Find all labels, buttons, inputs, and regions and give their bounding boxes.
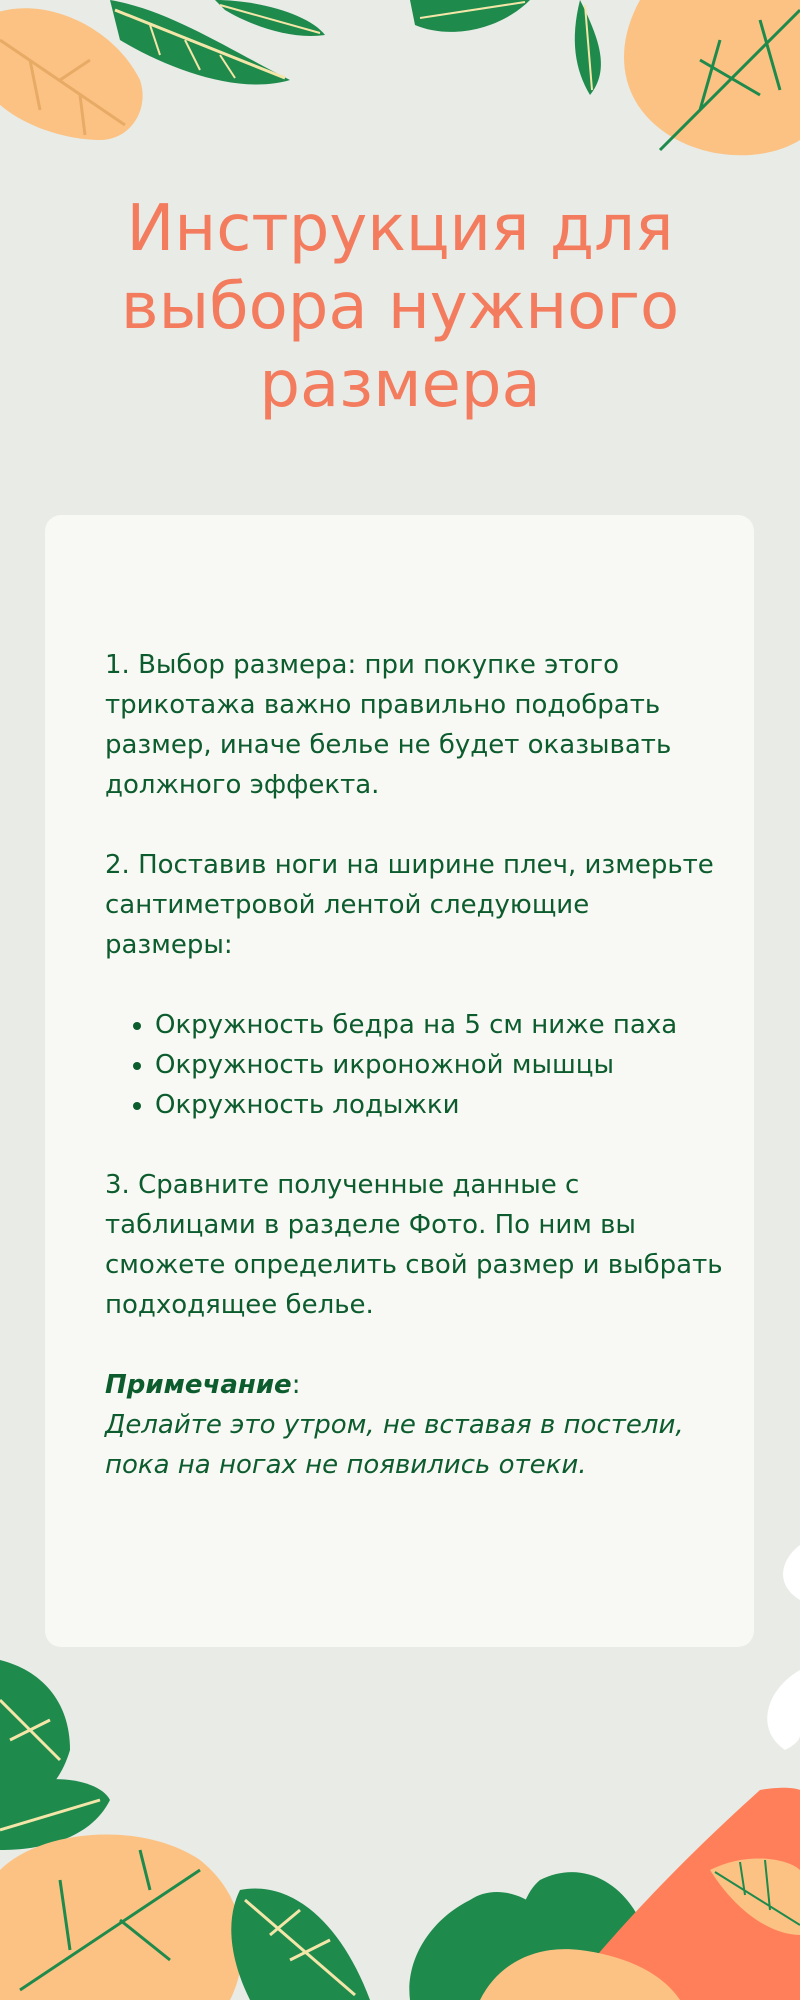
palm-leaf-icon xyxy=(710,1858,800,1935)
monstera-leaf-icon xyxy=(0,8,143,140)
palm-leaf-icon xyxy=(410,0,530,32)
list-item: • Окружность икроножной мышцы xyxy=(155,1045,725,1085)
palm-leaf-icon xyxy=(575,0,601,95)
leaf-silhouette-icon xyxy=(767,1545,800,1750)
note-heading xyxy=(105,1365,725,1405)
title-line-3: размера xyxy=(259,348,541,422)
list-item: • Окружность бедра на 5 см ниже паха xyxy=(155,1005,725,1045)
palm-leaf-icon xyxy=(231,1888,370,2000)
step-2-text: 2. Поставив ноги на ширине плеч, измерьте сантиметровой лентой следующие размеры: xyxy=(105,850,714,960)
page-title xyxy=(0,190,800,424)
instructions-card xyxy=(45,515,754,1647)
monstera-leaf-icon xyxy=(624,0,800,155)
palm-leaf-icon xyxy=(0,1660,70,1803)
measurements-list xyxy=(105,1005,725,1125)
note-label: Примечание xyxy=(105,1370,292,1400)
palm-leaf-icon xyxy=(110,0,290,84)
step-1-text: 1. Выбор размера: при покупке этого трикотажа важно правильно подобрать размер, иначе белье не будет оказывать должного эффекта. xyxy=(105,650,672,800)
instructions-content xyxy=(105,645,725,1485)
list-item: • Окружность лодыжки xyxy=(155,1085,725,1125)
abstract-blob-icon xyxy=(560,1788,800,2000)
abstract-blob-icon xyxy=(480,1949,680,2000)
note-colon: : xyxy=(291,1370,301,1400)
palm-leaf-icon xyxy=(0,1779,110,1850)
title-line-1: Инструкция для xyxy=(126,192,674,266)
step-3-text: 3. Сравните полученные данные с таблицами в разделе Фото. По ним вы сможете определить свой размер и выбрать подходящее белье. xyxy=(105,1170,723,1320)
note-text: Делайте это утром, не вставая в постели, пока на ногах не появились отеки. xyxy=(105,1410,684,1480)
monstera-leaf-icon xyxy=(0,1835,242,2000)
title-line-2: выбора нужного xyxy=(120,270,680,344)
abstract-blob-icon xyxy=(409,1872,651,2000)
palm-leaf-icon xyxy=(215,0,325,36)
